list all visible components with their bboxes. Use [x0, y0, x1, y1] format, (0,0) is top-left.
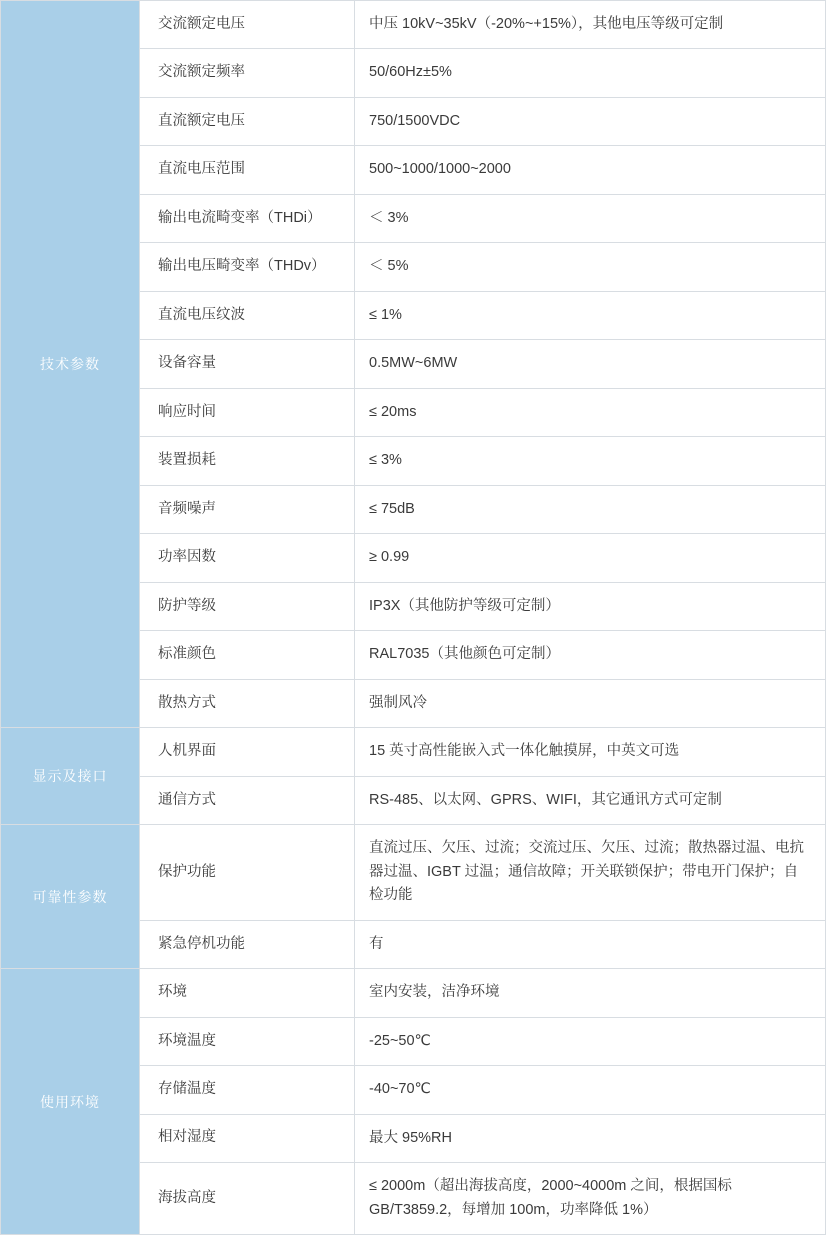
parameter-label-cell: 海拔高度 [140, 1163, 355, 1235]
parameter-value-cell: 750/1500VDC [355, 97, 826, 145]
parameter-label-cell: 人机界面 [140, 728, 355, 776]
parameter-value-cell: 中压 10kV~35kV（-20%~+15%），其他电压等级可定制 [355, 1, 826, 49]
parameter-label-cell: 交流额定电压 [140, 1, 355, 49]
parameter-value-cell: RS-485、以太网、GPRS、WIFI，其它通讯方式可定制 [355, 776, 826, 824]
parameter-label-cell: 紧急停机功能 [140, 920, 355, 968]
category-cell: 使用环境 [1, 969, 140, 1235]
parameter-label-cell: 装置损耗 [140, 437, 355, 485]
table-row [1, 825, 826, 920]
category-cell: 技术参数 [1, 1, 140, 728]
specification-table-body [1, 1, 826, 1235]
parameter-value-cell: 室内安装，洁净环境 [355, 969, 826, 1017]
parameter-value-cell: ＜ 5% [355, 243, 826, 291]
parameter-value-cell: IP3X（其他防护等级可定制） [355, 582, 826, 630]
parameter-value-cell: 15 英寸高性能嵌入式一体化触摸屏，中英文可选 [355, 728, 826, 776]
parameter-value-cell: 50/60Hz±5% [355, 49, 826, 97]
parameter-label-cell: 音频噪声 [140, 485, 355, 533]
parameter-label-cell: 直流电压范围 [140, 146, 355, 194]
parameter-value-cell: ≤ 3% [355, 437, 826, 485]
parameter-value-cell: ≤ 75dB [355, 485, 826, 533]
parameter-label-cell: 响应时间 [140, 388, 355, 436]
parameter-label-cell: 直流额定电压 [140, 97, 355, 145]
parameter-value-cell: -40~70℃ [355, 1066, 826, 1114]
category-cell: 可靠性参数 [1, 825, 140, 969]
parameter-label-cell: 相对湿度 [140, 1114, 355, 1162]
parameter-value-cell: RAL7035（其他颜色可定制） [355, 631, 826, 679]
table-row [1, 969, 826, 1017]
parameter-value-cell: ＜ 3% [355, 194, 826, 242]
parameter-value-cell: 直流过压、欠压、过流；交流过压、欠压、过流；散热器过温、电抗器过温、IGBT 过温；通信故障；开关联锁保护；带电开门保护；自检功能 [355, 825, 826, 920]
parameter-label-cell: 散热方式 [140, 679, 355, 727]
parameter-label-cell: 交流额定频率 [140, 49, 355, 97]
parameter-value-cell: 500~1000/1000~2000 [355, 146, 826, 194]
parameter-label-cell: 保护功能 [140, 825, 355, 920]
parameter-value-cell: 有 [355, 920, 826, 968]
parameter-value-cell: 强制风冷 [355, 679, 826, 727]
parameter-label-cell: 防护等级 [140, 582, 355, 630]
parameter-label-cell: 设备容量 [140, 340, 355, 388]
parameter-value-cell: 最大 95%RH [355, 1114, 826, 1162]
parameter-value-cell: 0.5MW~6MW [355, 340, 826, 388]
parameter-value-cell: ≤ 20ms [355, 388, 826, 436]
parameter-label-cell: 直流电压纹波 [140, 291, 355, 339]
parameter-label-cell: 功率因数 [140, 534, 355, 582]
category-cell: 显示及接口 [1, 728, 140, 825]
parameter-label-cell: 环境温度 [140, 1017, 355, 1065]
parameter-value-cell: ≤ 1% [355, 291, 826, 339]
table-row [1, 728, 826, 776]
parameter-value-cell: ≥ 0.99 [355, 534, 826, 582]
parameter-value-cell: ≤ 2000m（超出海拔高度，2000~4000m 之间，根据国标 GB/T3859.2，每增加 100m，功率降低 1%） [355, 1163, 826, 1235]
parameter-value-cell: -25~50℃ [355, 1017, 826, 1065]
parameter-label-cell: 输出电压畸变率（THDv） [140, 243, 355, 291]
parameter-label-cell: 输出电流畸变率（THDi） [140, 194, 355, 242]
table-row [1, 1, 826, 49]
parameter-label-cell: 标准颜色 [140, 631, 355, 679]
parameter-label-cell: 存储温度 [140, 1066, 355, 1114]
parameter-label-cell: 通信方式 [140, 776, 355, 824]
parameter-label-cell: 环境 [140, 969, 355, 1017]
